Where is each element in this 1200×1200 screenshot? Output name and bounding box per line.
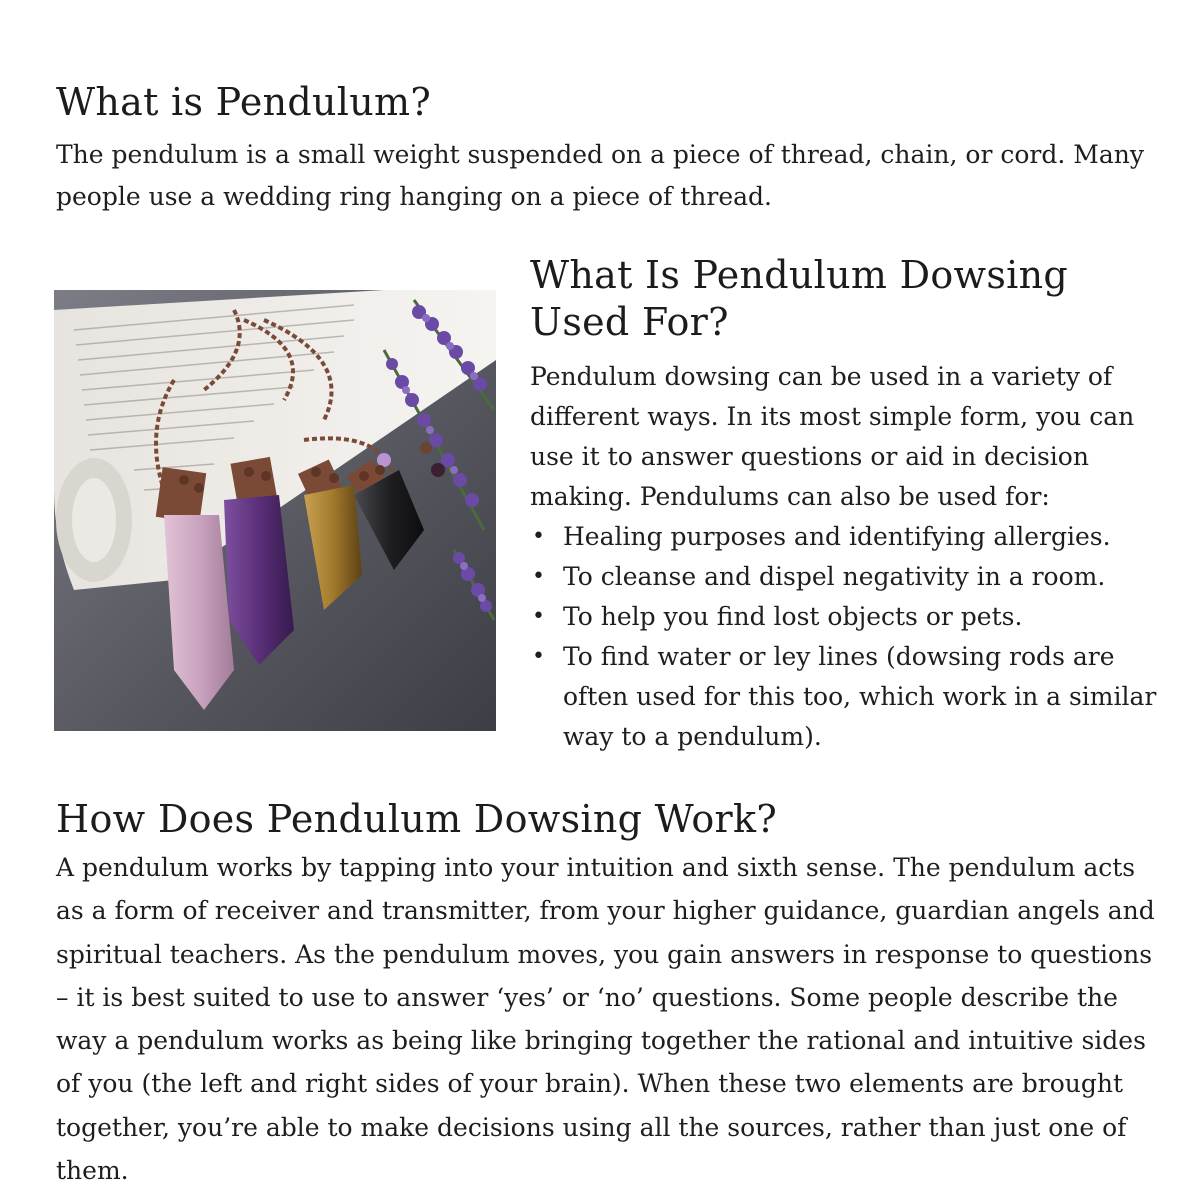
heading-dowsing-uses: What Is Pendulum Dowsing Used For? [530,253,1069,344]
bullet-icon: • [532,524,545,549]
paragraph-dowsing-uses-intro: Pendulum dowsing can be used in a variety of different ways. In its most simple form, you can use it to answer questions or aid in decision making. Pendulums can also be used for: [530,362,1135,511]
bullet-icon: • [532,564,545,589]
heading-how-dowsing-works: How Does Pendulum Dowsing Work? [56,797,778,841]
list-item [530,637,1170,757]
list-item-text: Healing purposes and identifying allergies. [563,522,1111,551]
bullet-icon: • [532,644,545,669]
heading-what-is-pendulum: What is Pendulum? [56,80,432,124]
section-dowsing-uses [530,252,1170,757]
list-item [530,517,1170,557]
uses-list [530,517,1170,757]
section-what-is-pendulum [56,78,1166,218]
pendulum-photo [54,290,496,731]
list-item [530,597,1170,637]
list-item-text: To help you find lost objects or pets. [563,602,1023,631]
list-item-text: To cleanse and dispel negativity in a room. [563,562,1106,591]
list-item [530,557,1170,597]
paragraph-how-dowsing-works: A pendulum works by tapping into your intuition and sixth sense. The pendulum acts as a form of receiver and transmitter, from your higher guidance, guardian angels and spiritual teachers. As the pendulum moves, you gain answers in response to questions – it is best suited to use to answer ‘yes’ or ‘no’ questions. Some people describe the way a pendulum works as being like bringing together the rational and intuitive sides of you (the left and right sides of your brain). When these two elements are brought together, you’re able to make decisions using all the sources, rather than just one of them. [56,853,1155,1186]
bullet-icon: • [532,604,545,629]
list-item-text: To find water or ley lines (dowsing rods are often used for this too, which work in a similar way to a pendulum). [563,642,1157,751]
paragraph-what-is-pendulum: The pendulum is a small weight suspended on a piece of thread, chain, or cord. Many people use a wedding ring hanging on a piece of thread. [56,140,1144,211]
section-how-dowsing-works [56,795,1166,1192]
